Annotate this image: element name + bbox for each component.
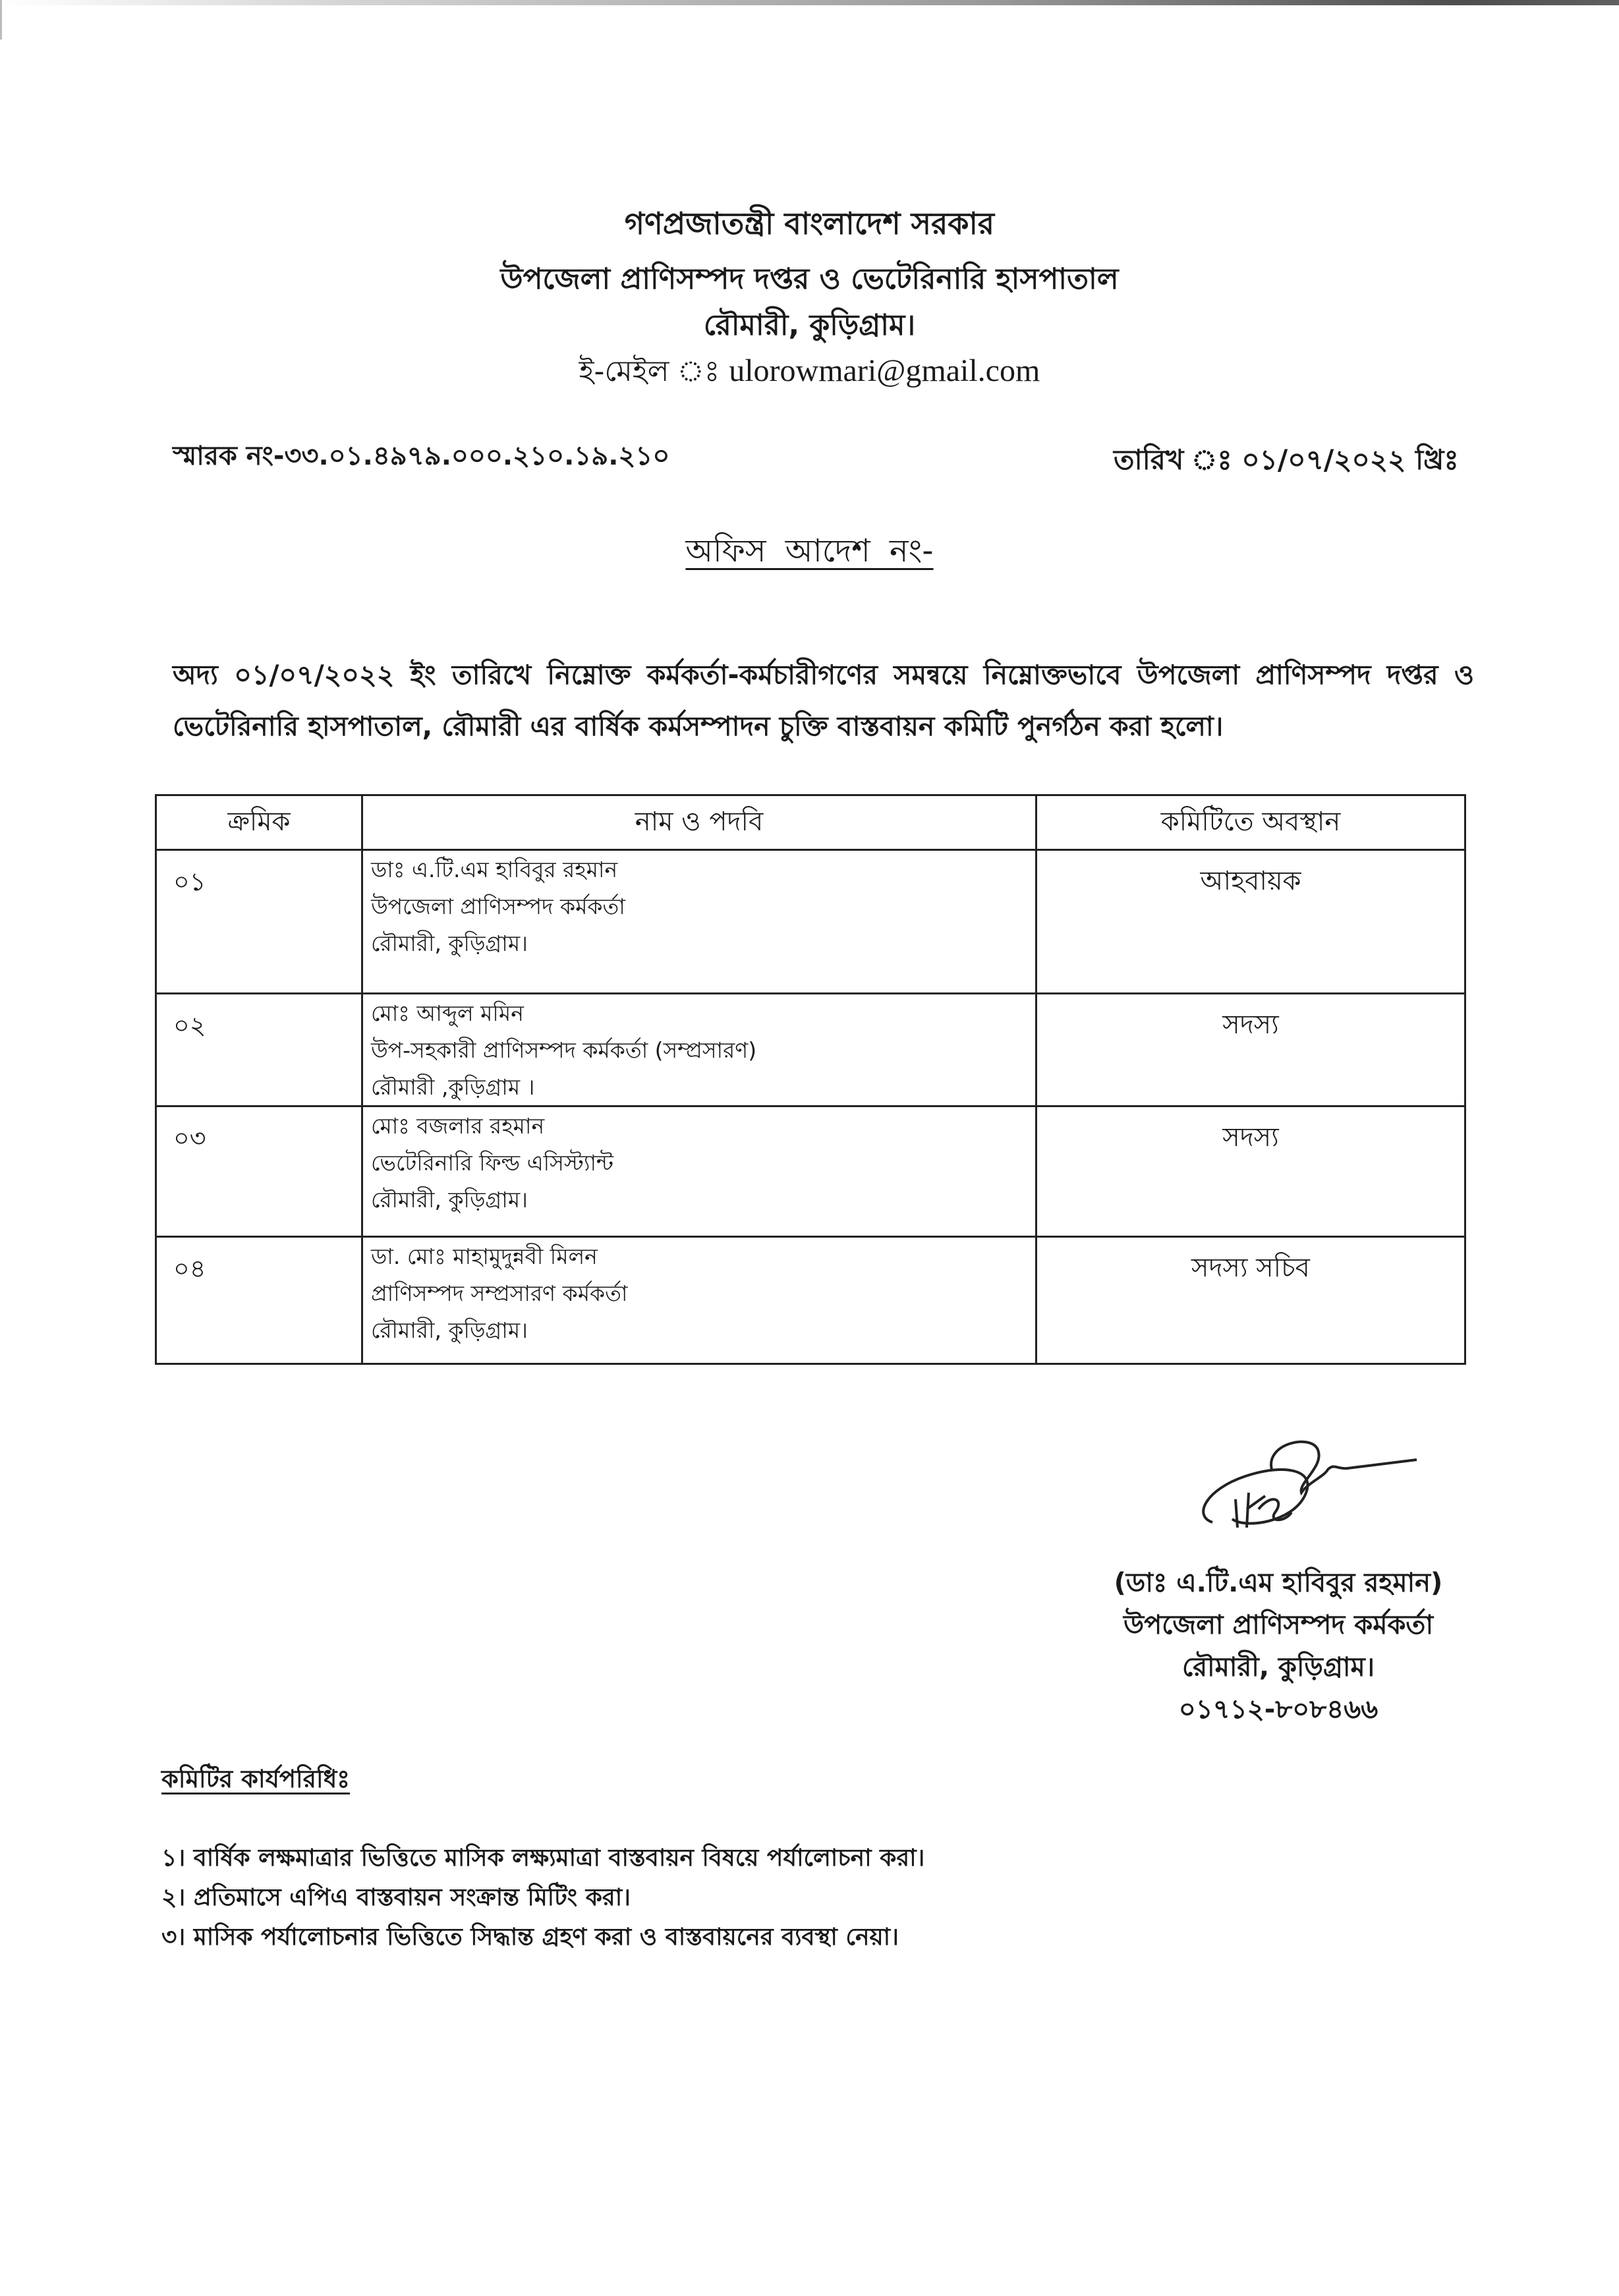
memo-date: তারিখ ঃ ০১/০৭/২০২২ খ্রিঃ <box>1114 444 1459 476</box>
signatory-block <box>1094 1562 1463 1731</box>
email-address: ulorowmari@gmail.com <box>729 353 1040 388</box>
member-name: মোঃ আব্দুল মমিন <box>371 1000 524 1026</box>
member-designation: উপজেলা প্রাণিসম্পদ কর্মকর্তা <box>371 894 625 919</box>
order-title-text: অফিস আদেশ নং- <box>685 532 934 569</box>
table-row <box>156 994 1465 1106</box>
header-committee-position: কমিটিতে অবস্থান <box>1037 795 1465 850</box>
member-designation: ভেটেরিনারি ফিল্ড এসিস্ট্যান্ট <box>371 1150 613 1176</box>
scan-edge-left <box>0 0 2 40</box>
order-title <box>0 527 1619 579</box>
member-designation: প্রাণিসম্পদ সম্প্রসারণ কর্মকর্তা <box>371 1280 628 1306</box>
committee-position: সদস্য <box>1222 1122 1279 1153</box>
member-name: মোঃ বজলার রহমান <box>371 1113 545 1139</box>
signature-icon <box>1186 1430 1423 1529</box>
table-header-row <box>156 795 1465 850</box>
signatory-phone: ০১৭১২-৮০৮৪৬৬ <box>1178 1694 1378 1725</box>
email-label: ই-মেইল ঃ <box>579 355 720 388</box>
duties-list <box>161 1839 924 1957</box>
header-serial: ক্রমিক <box>156 795 362 850</box>
serial-number: ০৩ <box>173 1124 206 1153</box>
table-row <box>156 850 1465 994</box>
committee-position: আহবায়ক <box>1200 866 1301 896</box>
member-address: রৌমারী, কুড়িগ্রাম। <box>371 1187 528 1213</box>
government-title: গণপ্রজাতন্ত্রী বাংলাদেশ সরকার <box>624 206 995 241</box>
serial-number: ০৪ <box>173 1254 206 1283</box>
body-paragraph: অদ্য ০১/০৭/২০২২ ইং তারিখে নিম্নোক্ত কর্মকর্তা-কর্মচারীগণের সমন্বয়ে নিম্নোক্তভাবে উপজেলা প্রাণিসম্পদ দপ্তর ও ভেটেরিনারি হাসপাতাল, রৌমারী এর বার্ষিক কর্মসম্পাদন চুক্তি বাস্তবায়ন কমিটি পুনর্গঠন করা হলো। <box>173 659 1474 742</box>
committee-position: সদস্য সচিব <box>1191 1253 1310 1283</box>
table-row <box>156 1237 1465 1364</box>
signatory-designation: উপজেলা প্রাণিসম্পদ কর্মকর্তা <box>1123 1610 1434 1640</box>
member-address: রৌমারী ,কুড়িগ্রাম । <box>371 1074 535 1100</box>
signatory-location: রৌমারী, কুড়িগ্রাম। <box>1181 1652 1375 1682</box>
serial-number: ০১ <box>173 867 206 896</box>
duty-item: ৩। মাসিক পর্যালোচনার ভিত্তিতে সিদ্ধান্ত গ্রহণ করা ও বাস্তবায়নের ব্যবস্থা নেয়া। <box>161 1924 899 1951</box>
member-designation: উপ-সহকারী প্রাণিসম্পদ কর্মকর্তা (সম্প্রসারণ) <box>371 1037 757 1063</box>
memo-number: স্মারক নং-৩৩.০১.৪৯৭৯.০০০.২১০.১৯.২১০ <box>173 441 670 471</box>
duty-item: ২। প্রতিমাসে এপিএ বাস্তবায়ন সংক্রান্ত মিটিং করা। <box>161 1884 631 1911</box>
duties-title: কমিটির কার্যপরিধিঃ <box>161 1765 351 1793</box>
office-location: রৌমারী, কুড়িগ্রাম। <box>703 308 916 342</box>
member-address: রৌমারী, কুড়িগ্রাম। <box>371 931 528 956</box>
email-line <box>0 349 1619 397</box>
committee-position: সদস্য <box>1222 1010 1279 1040</box>
signatory-name: (ডাঃ এ.টি.এম হাবিবুর রহমান) <box>1114 1568 1443 1598</box>
member-name: ডাঃ এ.টি.এম হাবিবুর রহমান <box>371 857 618 882</box>
table-row <box>156 1106 1465 1237</box>
member-address: রৌমারী, কুড়িগ্রাম। <box>371 1317 528 1343</box>
header-name-designation: নাম ও পদবি <box>362 795 1037 850</box>
office-name: উপজেলা প্রাণিসম্পদ দপ্তর ও ভেটেরিনারি হাসপাতাল <box>500 262 1119 296</box>
duty-item: ১। বার্ষিক লক্ষমাত্রার ভিত্তিতে মাসিক লক্ষ্যমাত্রা বাস্তবায়ন বিষয়ে পর্যালোচনা করা। <box>161 1845 925 1872</box>
committee-table <box>155 794 1466 1365</box>
member-name: ডা. মোঃ মাহামুদুন্নবী মিলন <box>371 1244 598 1269</box>
serial-number: ০২ <box>173 1011 206 1040</box>
scan-edge-shadow <box>0 0 1619 5</box>
